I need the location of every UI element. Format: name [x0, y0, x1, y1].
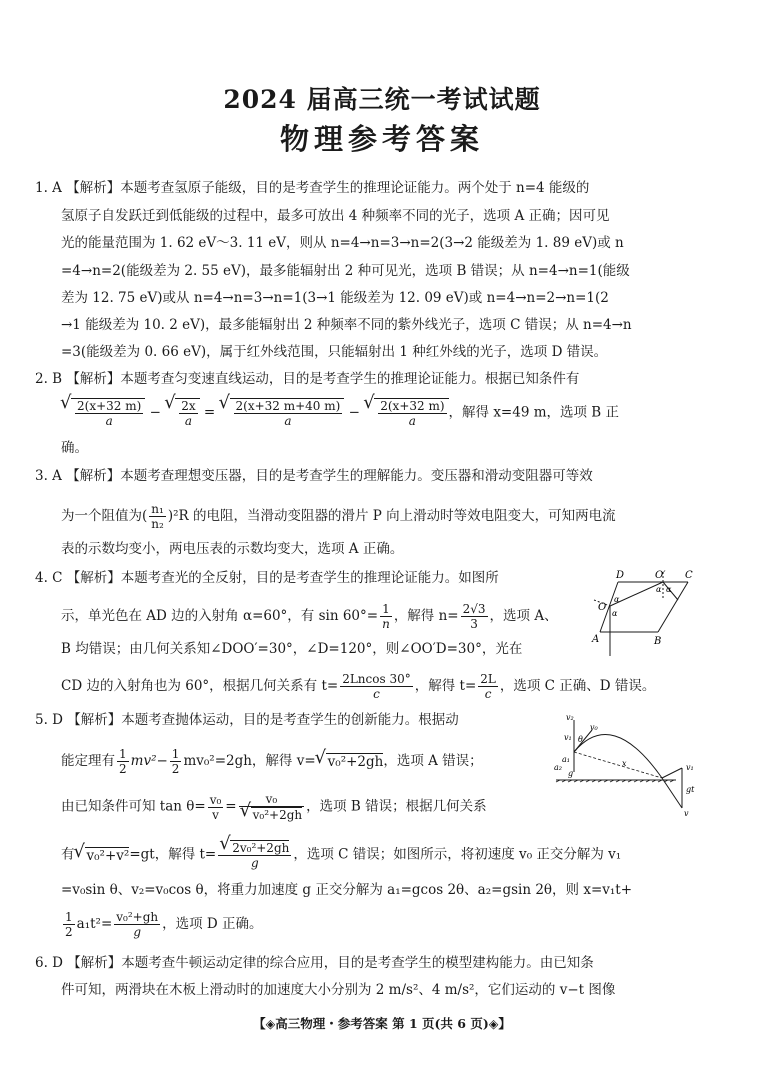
label-v1-top: v₁ [564, 733, 572, 742]
q5-line6: $\frac{1}{2}$ a₁t²= $\frac{\text{v₀²+gh}}{g}$ ，选项 D 正确。 [65, 910, 263, 939]
q5-line2: 能定理有 $\frac{1}{2}$ mv²− $\frac{1}{2}$ mv₀²=2gh，解得 v=√ v₀²+2gh，选项 A 错误； [61, 747, 483, 776]
exam-title: 2024 届高三统一考试试题 [223, 85, 541, 114]
q2-line1: 2. B 【解析】本题考查匀变速直线运动，目的是考查学生的推理论证能力。根据已知条件有 [35, 371, 580, 387]
label-C: C [685, 570, 693, 581]
label-alpha-4: α [666, 585, 672, 594]
q4-line4: CD 边的入射角也为 60°，根据几何关系有 t= $\frac{2Lncos 30^\circ}{c}$ ，解得 t= $\frac{2L}{c}$ ，选项 C 正确、D 错误。 [61, 672, 656, 701]
q1-line6: →1 能级差为 10. 2 eV)，最多能辐射出 2 种频率不同的紫外线光子，选项 C 错误；从 n=4→n [61, 317, 632, 333]
q1-line4: =4→n=2(能级差为 2. 55 eV)，最多能辐射出 2 种可见光，选项 B 错误；从 n=4→n=1(能级 [61, 263, 630, 279]
label-v2: v₂ [566, 713, 574, 722]
q2-line3: 确。 [61, 440, 88, 456]
q4-line1: 4. C 【解析】本题考查光的全反射，目的是考查学生的推理论证能力。如图所 [35, 570, 499, 586]
label-O: O [598, 602, 607, 613]
q4-line3: B 均错误；由几何关系知∠DOO′=30°，∠D=120°，则∠OO′D=30°，光在 [61, 641, 523, 657]
q5-line4: 有√ v₀²+v²=gt，解得 t= √ $\frac{\text{2v₀²+2gh}}{g}$ ，选项 C 错误；如图所示，将初速度 v₀ 正交分解为 v₁ [61, 840, 621, 870]
label-gt: gt [686, 785, 695, 794]
q1-line2: 氢原子自发跃迁到低能级的过程中，最多可放出 4 种频率不同的光子，选项 A 正确；因可见 [61, 208, 610, 224]
q5-line3: 由已知条件可知 tan θ= $\frac{\text{v₀}}{v}$ = v₀ √ v₀²+2gh ，选项 B 错误；根据几何关系 [61, 792, 487, 822]
q6-line2: 件可知，两滑块在木板上滑动时的加速度大小分别为 2 m/s²、4 m/s²，它们运动的 v−t 图像 [61, 982, 616, 998]
label-alpha-2: α [612, 609, 618, 618]
label-D: D [616, 570, 625, 581]
label-O-prime: O′ [655, 570, 666, 581]
q1-line1: 1. A 【解析】本题考查氢原子能级，目的是考查学生的推理论证能力。两个处于 n=4 能级的 [35, 180, 590, 196]
label-alpha-3: α [656, 585, 662, 594]
q4-line2: 示，单光色在 AD 边的入射角 α=60°，有 sin 60°= $\frac{1}{n}$ ，解得 n= $\frac{2√3}{3}$ ，选项 A、 [61, 602, 558, 631]
page-footer: 【◈高三物理・参考答案 第 1 页(共 6 页)◈】 [253, 1016, 511, 1031]
q2-equation: √ $\frac{2(x+32 m)}{a}$ − √ $\frac{2x}{a}$ = √ $\frac{2(x+32 m+40 m)}{a}$ − √ $\frac{2(x+32 m)}{a}$ ，解得 x=49 m，选项 B 正 [61, 398, 619, 428]
label-a1: a₁ [562, 755, 570, 764]
label-x: x [622, 759, 627, 768]
q3-line3: 表的示数均变小，两电压表的示数均变大，选项 A 正确。 [61, 541, 404, 557]
label-a2: a₂ [554, 763, 562, 772]
q3-line2: 为一个阻值为( $\frac{\text{n₁}}{\text{n₂}}$ )²R 的电阻，当滑动变阻器的滑片 P 向上滑动时等效电阻变大，可知两电流 [61, 502, 616, 531]
q5-line5: =v₀sin θ、v₂=v₀cos θ，将重力加速度 g 正交分解为 a₁=gcos 2θ、a₂=gsin 2θ，则 x=v₁t+ [61, 882, 633, 898]
q1-line7: =3(能级差为 0. 66 eV)，属于红外线范围，只能辐射出 1 种红外线的光子，选项 D 错误。 [61, 344, 608, 360]
label-v: v [684, 809, 689, 818]
label-theta: θ [578, 735, 583, 744]
label-g: g [568, 769, 574, 778]
label-alpha-1: α [614, 595, 620, 604]
answer-title: 物理参考答案 [279, 122, 484, 156]
label-B: B [654, 636, 662, 647]
q3-line1: 3. A 【解析】本题考查理想变压器，目的是考查学生的理解能力。变压器和滑动变阻器可等效 [35, 468, 593, 484]
prism-diagram [590, 568, 700, 660]
q1-line5: 差为 12. 75 eV)或从 n=4→n=3→n=1(3→1 能级差为 12. 09 eV)或 n=4→n=2→n=1(2 [61, 290, 609, 306]
projectile-diagram [552, 712, 700, 822]
q5-line1: 5. D 【解析】本题考查抛体运动，目的是考查学生的创新能力。根据动 [35, 712, 459, 728]
label-A: A [592, 634, 600, 645]
label-v1-bottom: v₁ [686, 763, 694, 772]
q1-line3: 光的能量范围为 1. 62 eV～3. 11 eV，则从 n=4→n=3→n=2(3→2 能级差为 1. 89 eV)或 n [61, 235, 624, 251]
label-v0: v₀ [590, 723, 598, 732]
q6-line1: 6. D 【解析】本题考查牛顿运动定律的综合应用，目的是考查学生的模型建构能力。由已知条 [35, 955, 594, 971]
